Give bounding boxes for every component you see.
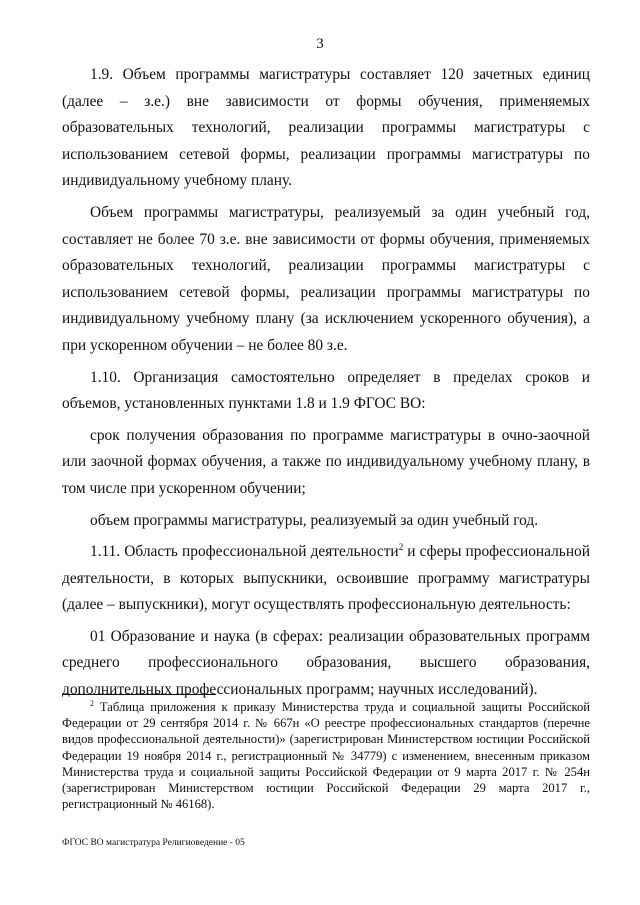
footnote-separator <box>62 694 216 695</box>
footnote <box>62 699 590 812</box>
footnote-marker: 2 <box>90 698 94 708</box>
document-body <box>62 62 590 709</box>
paragraph-01-education: 01 Образование и наука (в сферах: реализации образовательных программ среднего профессионального образования, высшего образования, дополнительных профессиональных программ; научных исследований). <box>62 627 590 699</box>
page-number: 3 <box>316 36 324 52</box>
paragraph-1-9: 1.9. Объем программы магистратуры составляет 120 зачетных единиц (далее – з.е.) вне зависимости от формы обучения, применяемых образовательных технологий, реализации программы магистратуры с использованием сетевой формы, реализации программы магистратуры по индивидуальному учебному плану. <box>62 66 590 190</box>
paragraph-1-11-start: 1.11. Область профессиональной деятельности <box>90 543 399 561</box>
paragraph-annual-volume: Объем программы магистратуры, реализуемый за один учебный год, составляет не более 70 з.е. вне зависимости от формы обучения, применяемых образовательных технологий, реализации программы магистратуры с использованием сетевой формы, реализации программы магистратуры по индивидуальному учебному плану (за исключением ускоренного обучения), а при ускоренном обучении – не более 80 з.е. <box>62 203 590 354</box>
footer-code: ФГОС ВО магистратура Религиоведение - 05 <box>62 838 245 848</box>
paragraph-study-term: срок получения образования по программе магистратуры в очно-заочной или заочной формах обучения, а также по индивидуальному учебному плану, в том числе при ускоренном обучении; <box>62 426 590 497</box>
footnote-text: Таблица приложения к приказу Министерства труда и социальной защиты Российской Федерации от 29 сентября 2014 г. № 667н «О реестре профессиональных стандартов (перечне видов профессиональной деятельности)» (зарегистрирован Министерством юстиции Российской Федерации 19 ноября 2014 г., регистрационный № 34779) с изменением, внесенным приказом Министерства труда и социальной защиты Российской Федерации от 9 марта 2017 г. № 254н (зарегистрирован Министерством юстиции Российской Федерации 29 марта 2017 г., регистрационный № 46168). <box>62 700 590 812</box>
paragraph-1-10: 1.10. Организация самостоятельно определяет в пределах сроков и объемов, установленных пунктами 1.8 и 1.9 ФГОС ВО: <box>62 368 590 413</box>
paragraph-annual-volume-short: объем программы магистратуры, реализуемый за один учебный год. <box>90 511 539 529</box>
paragraph-1-11-end: и сферы профессиональной деятельности, в которых выпускники, освоившие программу магистратуры (далее – выпускники), могут осуществлять профессиональную деятельность: <box>62 543 590 614</box>
paragraph-1-11 <box>62 539 590 619</box>
footnote-reference: 2 <box>398 541 404 552</box>
